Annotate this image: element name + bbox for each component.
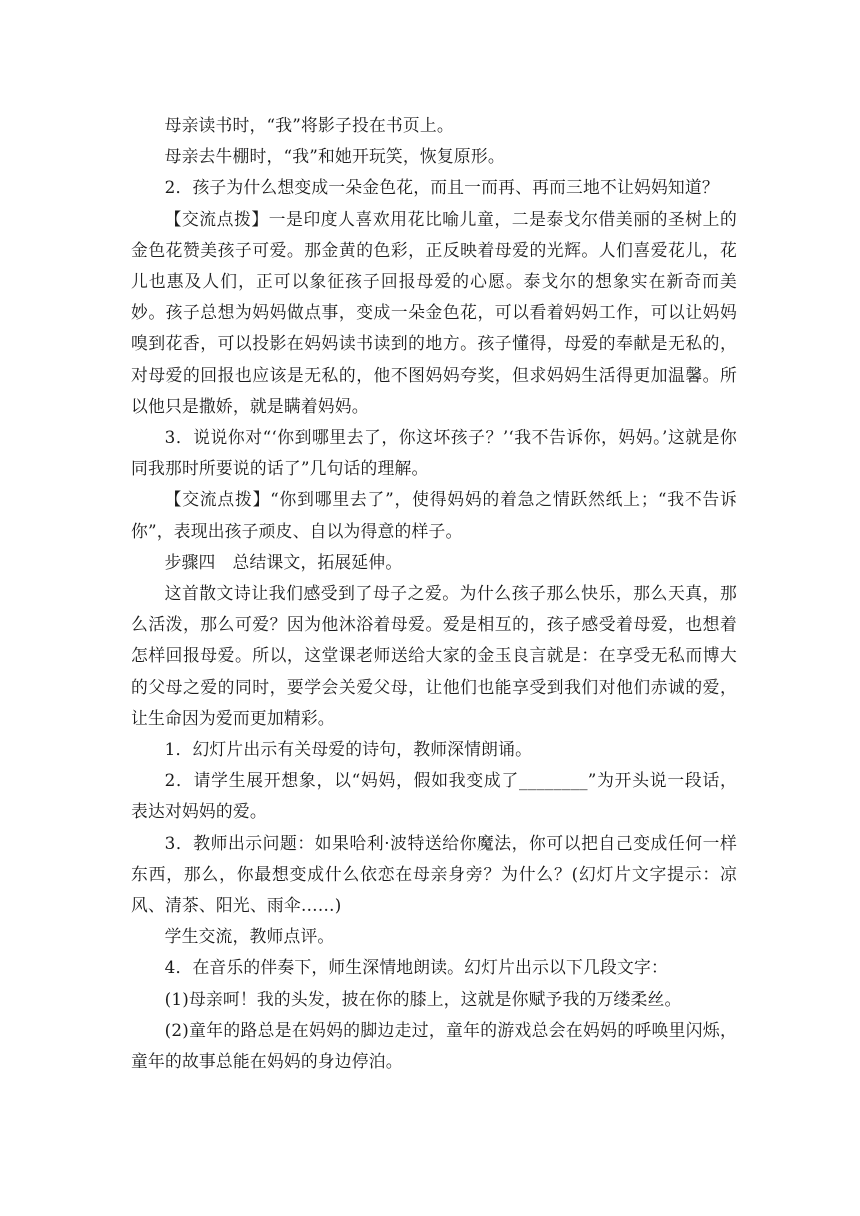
- activity-4: 4．在音乐的伴奏下，师生深情地朗读。幻灯片出示以下几段文字：: [164, 957, 668, 978]
- reading-text-2: (2)童年的路总是在妈妈的脚边走过，童年的游戏总会在妈妈的呼唤里闪烁，童年的故事总能在妈妈的身边停泊。: [131, 1019, 737, 1072]
- activity-3: 3．教师出示问题：如果哈利·波特送给你魔法，你可以把自己变成任何一样东西，那么，你最想变成什么依恋在母亲身旁？为什么？(幻灯片文字提示：凉风、清茶、阳光、雨伞……): [131, 832, 737, 916]
- paragraph-mother-reading: 母亲读书时，“我”将影子投在书页上。: [164, 115, 454, 135]
- student-exchange: 学生交流，教师点评。: [164, 926, 335, 947]
- paragraph-mother-cowshed: 母亲去牛棚时，“我”和她开玩笑，恢复原形。: [164, 146, 505, 167]
- activity-1: 1．幻灯片出示有关母爱的诗句，教师深情朗诵。: [164, 739, 533, 760]
- summary-paragraph: 这首散文诗让我们感受到了母子之爱。为什么孩子那么快乐，那么天真，那么活泼，那么可爱？因为他沐浴着母爱。爱是相互的，孩子感受着母爱，也想着怎样回报母爱。所以，这堂课老师送给大家的金玉良言就是：在享受无私而博大的父母之爱的同时，要学会关爱父母，让他们也能享受到我们对他们赤诚的爱，让生命因为爱而更加精彩。: [131, 583, 737, 728]
- question-3: 3．说说你对“‘你到哪里去了，你这坏孩子？’‘我不告诉你，妈妈。’这就是你同我那时所要说的话了”几句话的理解。: [131, 427, 737, 479]
- document-body: [131, 110, 737, 1077]
- question-2: 2．孩子为什么想变成一朵金色花，而且一而再、再而三地不让妈妈知道？: [164, 177, 719, 198]
- activity-2: 2．请学生展开想象，以“妈妈，假如我变成了________”为开头说一段话，表达对妈妈的爱。: [131, 770, 737, 822]
- answer-3: 【交流点拨】“你到哪里去了”，使得妈妈的着急之情跃然纸上；“我不告诉你”，表现出孩子顽皮、自以为得意的样子。: [131, 489, 737, 541]
- answer-2: 【交流点拨】一是印度人喜欢用花比喻儿童，二是泰戈尔借美丽的圣树上的金色花赞美孩子可爱。那金黄的色彩，正反映着母爱的光辉。人们喜爱花儿，花儿也惠及人们，正可以象征孩子回报母爱的心愿。泰戈尔的想象实在新奇而美妙。孩子总想为妈妈做点事，变成一朵金色花，可以看着妈妈工作，可以让妈妈嗅到花香，可以投影在妈妈读书读到的地方。孩子懂得，母爱的奉献是无私的，对母爱的回报也应该是无私的，他不图妈妈夸奖，但求妈妈生活得更加温馨。所以他只是撒娇，就是瞒着妈妈。: [131, 208, 737, 416]
- step-4-heading: 步骤四 总结课文，拓展延伸。: [164, 551, 403, 572]
- reading-text-1: (1)母亲呵！我的头发，披在你的膝上，这就是你赋予我的万缕柔丝。: [164, 988, 682, 1009]
